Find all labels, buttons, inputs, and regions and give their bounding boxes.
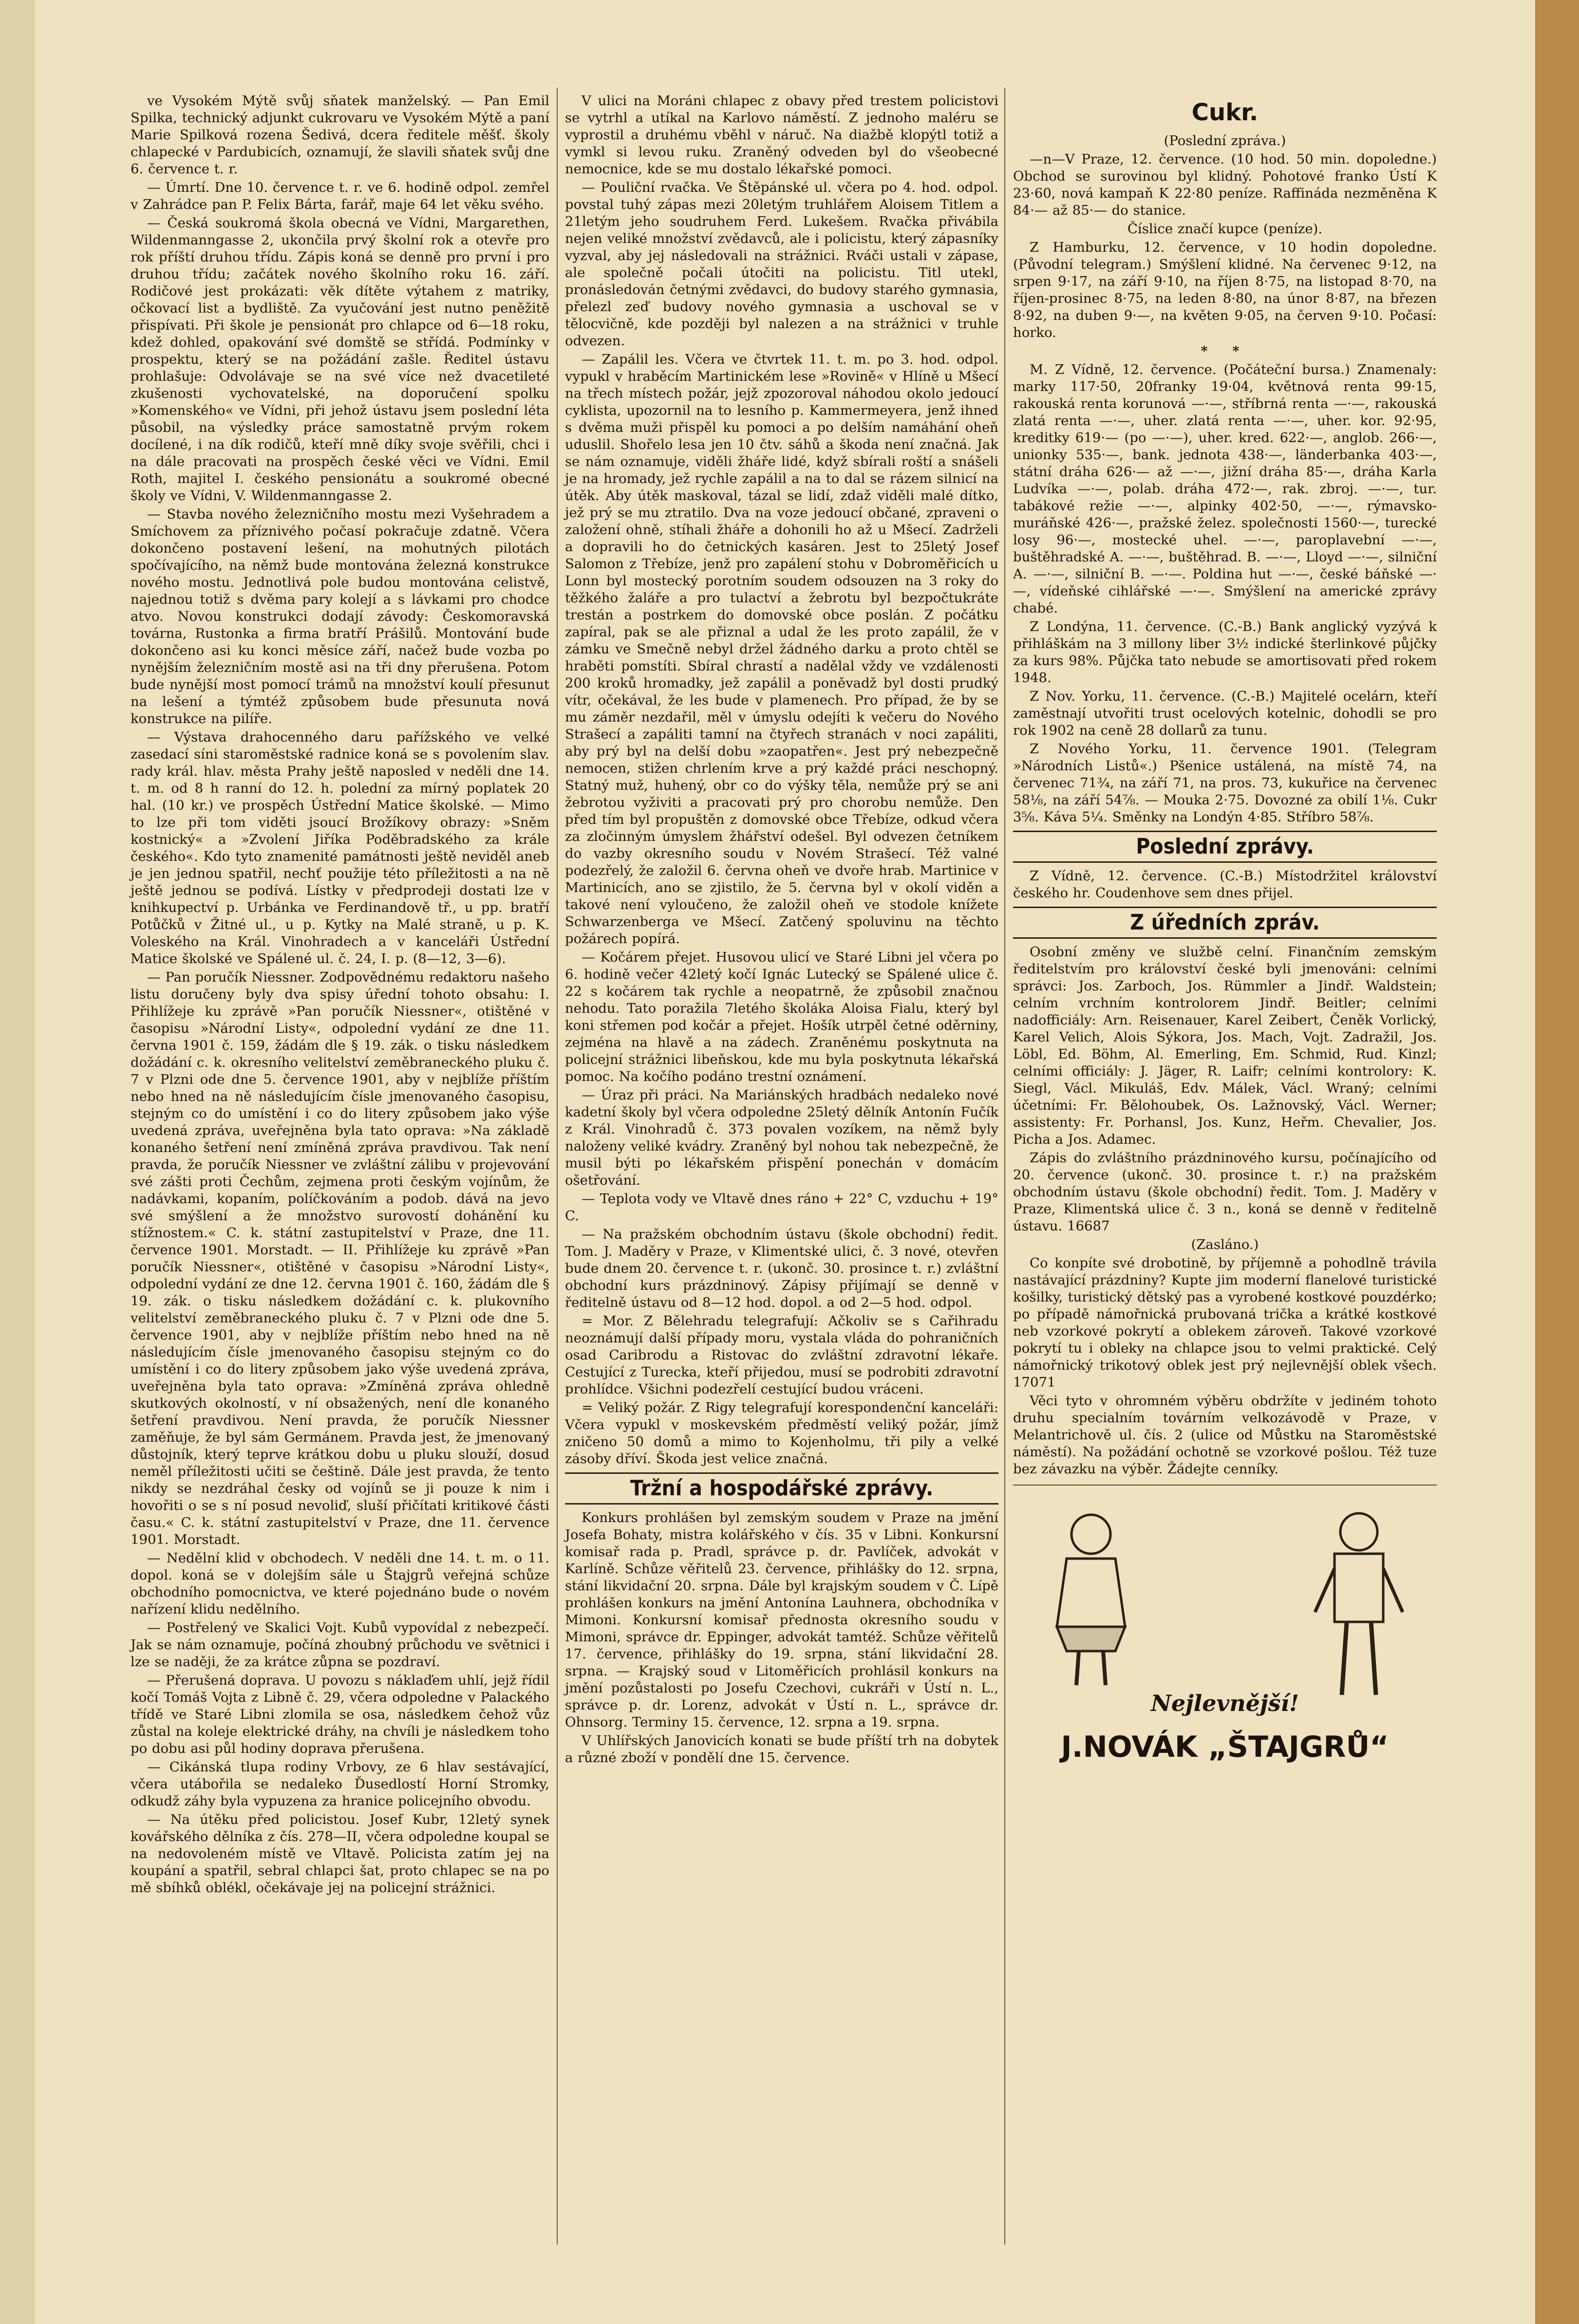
article-paragraph: V Uhlířských Janovicích konati se bude příští trh na dobytek a různé zboží v pondělí dne 15. července.	[565, 1733, 998, 1766]
article-paragraph: = Veliký požár. Z Rigy telegrafují korespondenční kanceláři: Včera vypukl v moskevském předměstí veliký požár, jímž zničeno 50 domů a mimo to Kojenholmu, tři pily a velké zásoby dříví. Škoda jest velice značná.	[565, 1400, 998, 1467]
section-subtitle: (Zasláno.)	[1191, 1237, 1259, 1252]
article-paragraph: Osobní změny ve službě celní. Finančním zemským ředitelstvím pro království české byli jmenováni: celními správci: Jos. Zarboch, Jos. Rümmler a Jindř. Waldstein; celním vrchním kontrolorem Jindř. Beitler; celními nadofficiály: Arn. Reisenauer, Karel Zeibert, Čeněk Vorlický, Karel Velich, Alois Sýkora, Jos. Mach, Vojt. Zadražil, Jos. Löbl, Ed. Böhm, Al. Emerling, Em. Schmid, Rud. Kinzl; celními officiály: J. Jäger, R. Laifr; celními kontrolory: K. Siegl, Václ. Mikuláš, Edv. Málek, Václ. Wraný; celními účetními: Fr. Bělohoubek, Os. Lažnovský, Václ. Werner; assistenty: Fr. Porhansl, Jos. Kunz, Heřm. Chevalier, Jos. Picha a Jos. Adamec.	[1013, 944, 1437, 1147]
section-heading: Poslední zprávy.	[1013, 831, 1437, 863]
article-paragraph: — Zapálil les. Včera ve čtvrtek 11. t. m. po 3. hod. odpol. vypukl v hraběcím Martinickém lese »Rovině« v Hlíně u Mšecí na třech místech požár, jejž zpozoroval náhodou okolo jedoucí cyklista, upozornil na to lesního p. Kammermeyera, jenž ihned s dvěma muži přispěl ku pomoci a po delším namáhání oheň uduslil. Shořelo lesa jen 10 čtv. sáhů a škoda není značná. Jak se nám oznamuje, viděli žháře lidé, když sbírali roští a snášeli je na hromady, jež rychle zapálil a na to dal se rázem silnicí na útěk. Aby útěk maskoval, tázal se lidí, zdaž viděli malé dítko, jež prý se mu ztratilo. Dva na voze jedoucí občané, zpraveni o založení ohně, stíhali žháře a dohonili ho až u Mšecí. Zadrželi a dopravili ho do četnických kasáren. Jest to 25letý Josef Salomon z Třebíze, jenž pro zapálení stohu v Dobroměřicích u Lonn byl mostecký porotním soudem odsouzen na 3 roky do těžkého žaláře a pro tulactví a žebrotu byl bezpočtukráte trestán a postrkem do domovské obce poslán. Z počátku zapíral, pak se ale přiznal a udal že les proto zapálil, že v zámku ve Smečně nebyl držel žádného darku a proto chtěl se hraběti pomstíti. Sbíral chrastí a nadělal vždy ve vzdálenosti 200 kroků hromadky, jež zapálil a poněvadž byl dosti prudký vítr, očekával, že les bude v plamenech. Pro případ, že by se mu záměr nezdařil, měl v úmyslu odejíti k večeru do Nového Strašecí a zapáliti tamní na čtyřech stranách v noci zapáliti, aby prý byl na delší dobu »zaopatřen«. Jest prý nebezpečně nemocen, stižen chrlením krve a prý každé práci neschopný. Statný muž, huhený, obr co do výšky těla, nemůže prý se ani žebrotou vyživiti a pracovati prý pro chorobu nemůže. Den před tím byl propuštěn z domovské obce Třebíze, odkud včera za zločinným úmyslem žhářství odešel. Byl odvezen četníkem do vazby okresního soudu v Novém Strašecí. Též valné podezřelý, že založil 6. června oheň ve dvoře hrab. Martinice v Martinicích, ano se zjistilo, že 5. června byl v okolí viděn a takové není vyloučeno, že založil oheň ve stodole knížete Schwarzenberga ve Mšecí. Zatčený spoluvinu na těchto požárech popírá.	[565, 352, 998, 947]
article-paragraph: Z Londýna, 11. července. (C.-B.) Bank anglický vyzývá k přihláškám na 3 millony liber 3½ indické šterlinkové půjčky za kurs 98%. Půjčka tato nebude se amortisovati před rokem 1948.	[1013, 619, 1437, 686]
column-3	[1013, 93, 1437, 1787]
article-paragraph: — Pouliční rvačka. Ve Štěpánské ul. včera po 4. hod. odpol. povstal tuhý zápas mezi 20letým truhlářem Aloisem Titlem a 21letým jeho soudruhem Ferd. Lukešem. Rvačka přivábila nejen veliké množství zvědavců, ale i policistu, který zápasníky vyzval, aby jej následovali na strážnici. Rváči ustali v zápase, ale společně počali útočiti na policistu. Titl utekl, pronásledován četnými zvědavci, do budovy starého gymnasia, přelezl zeď budovy nového gymnasia a uschoval se v tělocvičně, kde později byl nalezen a na strážnici v truhle odvezen.	[565, 180, 998, 349]
ad-slogan: Nejlevnější!	[1150, 1690, 1299, 1716]
section-subtitle: (Poslední zpráva.)	[1164, 133, 1286, 149]
article-paragraph: — Nedělní klid v obchodech. V neděli dne 14. t. m. o 11. dopol. koná se v dolejším sále u Štajgrů veřejná schůze obchodního pomocnictva, ve které pojednáno bude o novém nařízení klidu nedělního.	[131, 1550, 549, 1617]
separator-stars: * *	[1201, 343, 1249, 359]
column-2	[565, 93, 998, 1768]
article-paragraph: — Teplota vody ve Vltavě dnes ráno + 22° C, vzduchu + 19° C.	[565, 1191, 998, 1224]
article-paragraph: Z Nov. Yorku, 11. července. (C.-B.) Majitelé ocelárn, kteří zaměstnají utvořiti trust ocelových kotelnic, dohodli se pro rok 1902 na ceně 28 dollarů za tunu.	[1013, 688, 1437, 738]
article-paragraph: Zápis do zvláštního prázdninového kursu, počínajícího od 20. července (ukonč. 30. prosince t. r.) na pražském obchodním ústavu (škole obchodní) ředit. Tom. J. Maděry v Praze, Klimentská ulice č. 3 n., koná se denně v ředitelně ústavu. 16687	[1013, 1150, 1437, 1234]
section-heading: Z úředních zpráv.	[1013, 907, 1437, 939]
article-paragraph: Z Vídně, 12. července. (C.-B.) Místodržitel království českého hr. Coudenhove sem dnes přijel.	[1013, 868, 1437, 901]
article-paragraph: — Kočárem přejet. Husovou ulicí ve Staré Libni jel včera po 6. hodině večer 42letý kočí Ignác Lutecký se Spálené ulice č. 22 s kočárem tak rychle a neopatrně, že způsobil značnou nehodu. Tato poražila 7letého školáka Aloisa Fialu, který byl koni střemen pod kočár a přejet. Hošík utrpěl četné oděrniny, zejména na hlavě a na zádech. Zraněnému poskytnuta na policejní strážnici libeňskou, kde mu byla poskytnuta lékařská pomoc. Na kočího podáno trestní oznámení.	[565, 949, 998, 1084]
article-paragraph: — Na pražském obchodním ústavu (škole obchodní) ředit. Tom. J. Maděry v Praze, v Klimentské ulici, č. 3 nové, otevřen bude dnem 20. července t. r. (ukonč. 30. prosince t. r.) zvláštní obchodní kurs prázdninový. Zápisy přijímají se denně v ředitelně ústavu od 8—12 hod. dopol. a od 2—5 hod. odpol.	[565, 1227, 998, 1310]
article-paragraph: V ulici na Moráni chlapec z obavy před trestem policistovi se vytrhl a utíkal na Karlovo náměstí. Z jednoho maléru se vyprostil a druhému vběhl v náruč. Na diažbě klopýtl totiž a vymkl si levou ruku. Zraněný odveden byl do všeobecné nemocnice, kde se mu dostalo lékařské pomoci.	[565, 93, 998, 177]
column-1	[131, 93, 549, 1898]
article-paragraph: — Na útěku před policistou. Josef Kubr, 12letý synek kovářského dělníka z čís. 278—II, včera odpoledne koupal se na nedovoleném místě ve Vltavě. Policista zatím jej na koupání a spatřil, sebral chlapci šat, proto chlapec se na po mě sbíhků oblékl, očekávaje jej na policejní strážnici.	[131, 1812, 549, 1896]
page-right-edge	[1535, 0, 1579, 2324]
article-paragraph: M. Z Vídně, 12. července. (Počáteční bursa.) Znamenaly: marky 117·50, 20franky 19·04, květnová renta 99·15, rakouská renta korunová —·—, stříbrná renta —·—, rakouská zlatá renta —·—, uher. zlatá renta —·—, uher. kor. 92·95, kreditky 619·— (po —·—), uher. kred. 622·—, anglob. 266·—, unionky 535·—, bank. jednota 438·—, länderbanka 403·—, státní dráha 626·— až —·—, jižní dráha 85·—, dráha Karla Ludvíka —·—, polab. dráha 472·—, rak. zbroj. —·—, tur. tabákové režie —·—, alpinky 402·50, —·—, rýmavsko-muráňské 426·—, pražské želez. společnosti 1560·—, turecké losy 96·—, mostecké uhel. —·—, paroplavební —·—, buštěhradské A. —·—, buštěhrad. B. —·—, Lloyd —·—, silniční A. —·—, silniční B. —·—. Poldina hut —·—, české báňské —·—, vídeňské cihlářské —·—. Smýšlení na americké zprávy chabé.	[1013, 362, 1437, 616]
article-paragraph: = Mor. Z Bělehradu telegrafují: Ačkoliv se s Cařihradu neoznámují další případy moru, vystala vláda do pohraničních osad Caribrodu a Ristovac do zvláštní zdravotní lékaře. Cestující z Turecka, kteří přijedou, musí se podrobiti zdravotní prohlídce. Všichni podezřelí cestující budou vráceni.	[565, 1313, 998, 1397]
section-heading: Tržní a hospodářské zprávy.	[565, 1472, 998, 1505]
section-title: Cukr.	[1191, 99, 1259, 126]
article-paragraph: — Přerušená doprava. U povozu s náklaďem uhlí, jejž řídil kočí Tomáš Vojta z Libně č. 29, včera odpoledne v Palackého třídě ve Staré Libni zlomila se osa, následkem čehož vůz zůstal na koleje elektrické dráhy, na chvíli je následkem toho po dobu asi půl hodiny doprava přerušena.	[131, 1673, 549, 1756]
article-paragraph: — Pan poručík Niessner. Zodpovědnému redaktoru našeho listu doručeny byly dva spisy úřední tohoto obsahu: I. Přihlížeje ku zprávě »Pan poručík Niessner«, otištěné v časopisu »Národní Listy«, odpolední vydání ze dne 11. června 1901 č. 159, žádám dle § 19. zák. o tisku následkem dožádání c. k. okresního velitelství zeměbraneckého pluku č. 7 v Plzni ode dne 5. července 1901, aby v nejblíže příštím nebo hned na ně následujícím čísle jmenovaného časopisu, stejným co do umístění i co do litery způsobem jako výše uvedená zpráva, uveřejněna byla tato oprava: »Na základě konaného šetření není zmíněná zpráva pravdivou. Tak není pravda, že poručík Niessner ve zvláštní zálibu v projevování své zášti proti Čechům, zejmena proti českým vojínům, že nadávkami, kopaním, políčkováním a podob. dává na jevo své smýšlení a že množstvo surovostí dohánění ku stížnostem.« C. k. státní zastupitelství v Praze, dne 11. července 1901. Morstadt. — II. Přihlížeje ku zprávě »Pan poručík Niessner«, otištěné v časopisu »Národní Listy«, odpolední vydání ze dne 12. června 1901 č. 160, žádám dle § 19. zák. o tisku následkem dožádání c. k. plukovního velitelství zeměbraneckého pluku č. 7 v Plzni ode dne 5. července 1901, aby v nejblíže příštím nebo hned na ně následujícím čísle jmenovaného časopisu stejným co do umístění i co do litery způsobem jako výše uvedená zpráva, uveřejněna byla tato oprava: »Zmíněná zpráva ohledně skutkových okolností, v ní obsažených, není dle konaného šetření pravdivou. Není pravda, že poručík Niessner zaměňuje, že byl sám Germánem. Pravda jest, že jmenovaný důstojník, který teprve krátkou dobu u pluku slouží, dosud neměl příležitosti učiti se češtině. Dále jest pravda, že tento nikdy se nezdráhal česky od vojínů se ji pouze k nim i hovořiti o se s ní posud nevoliď, sluší přičítati kritikové části času.« C. k. státní zastupitelství v Praze, dne 11. července 1901. Morstadt.	[131, 969, 549, 1547]
boy-figure-illustration	[1305, 1505, 1412, 1700]
advertisement	[1013, 1485, 1437, 1787]
page-left-margin	[0, 0, 35, 2324]
column-rule	[1004, 88, 1005, 2245]
article-paragraph: Věci tyto v ohromném výběru obdržíte v jediném tohoto druhu specialním továrním velkozávodě v Praze, v Melantrichově ul. čís. 2 (ulice od Můstku na Staroměstské náměstí). Na požádání ochotně se vzorkové pošlou. Též tuze bez závazku na výběr. Žádejte cenníky.	[1013, 1393, 1437, 1477]
article-paragraph: — Úraz při práci. Na Mariánských hradbách nedaleko nové kadetní školy byl včera odpoledne 25letý dělník Antonín Fučík z Král. Vinohradů č. 373 povalen vozíkem, na němž byly naloženy veliké kvádry. Zraněný byl nohou tak nebezpečně, že musil býti po lékařském přispění ponechán v domácím ošetřování.	[565, 1087, 998, 1188]
article-paragraph: — Úmrtí. Dne 10. července t. r. ve 6. hodině odpol. zemřel v Zahrádce pan P. Felix Bárta, farář, maje 64 let věku svého.	[131, 180, 549, 212]
article-paragraph: — Postřelený ve Skalici Vojt. Kubů vypovídal z nebezpečí. Jak se nám oznamuje, počíná zhoubný průchodu ve světnici i lze se naději, že za krátce zůpna se pozdraví.	[131, 1620, 549, 1670]
article-paragraph: —n—V Praze, 12. července. (10 hod. 50 min. dopoledne.) Obchod se surovinou byl klidný. Pohotové franko Ústí K 23·60, nová kampaň K 22·80 peníze. Raffináda nezměněna K 84·— až 85·— do stanice.	[1013, 151, 1437, 218]
article-paragraph: Co konpíte své drobotině, by příjemně a pohodlně trávila nastávající prázdniny? Kupte jim moderní flanelové turistické košilky, turistický dětský pas a vyrobené kostkové pouzdérko; po případě námořnická prubovaná trička a krátké kostkové neb vzorkové pokrytí a oblekem zároveň. Takové vzorkové pokrytí tu i obleky na chlapce jsou to velmi praktické. Celý námořnický trikotový oblek jest prý nejlevnější oblek všech. 17071	[1013, 1255, 1437, 1390]
section-subtitle: Číslice značí kupce (peníze).	[1127, 221, 1323, 237]
article-paragraph: — Česká soukromá škola obecná ve Vídni, Margarethen, Wildenmanngasse 2, ukončila prvý školní rok a otevře pro rok příští druhou třídu. Zápis koná se denně pro první i pro druhou třídu; začátek nového školního roku 16. září. Rodičové jest prokázati: věk dítěte výtahem z matriky, očkovací list a bydliště. Za vyučování jest nutno peněžitě přispívati. Při škole je pensionát pro chlapce od 6—18 roku, kdež dohled, opakování své domště se střídá. Podmínky v prospektu, který se na požádání zašle. Ředitel ústavu prohlašuje: Odvolávaje se na své více než dvacetileté zkušenosti vychovatelské, na doporučení spolku »Komenského« ve Vídni, při jehož ústavu jsem poslední léta působil, na výsledky práce samostatně prvým rokem docílené, i na dík rodičů, kteří mně díky svoje svěřili, chci i na dále pracovati na prospěch české věci ve Vídni. Emil Roth, majitel I. českého pensionátu a soukromé obecné školy ve Vídni, V. Wildenmanngasse 2.	[131, 215, 549, 503]
column-rule	[557, 88, 558, 2245]
ad-company-name: J.NOVÁK „ŠTAJGRŮ“	[1061, 1730, 1389, 1764]
article-paragraph: — Výstava drahocenného daru pařížského ve velké zasedací síni staroměstské radnice koná se s povolením slav. rady král. hlav. města Prahy ještě naposled v neděli dne 14. t. m. od 8 h ranní do 12. h. polední za mírný poplatek 20 hal. (10 kr.) ve prospěch Ústřední Matice školské. — Mimo to lze při tom viděti jsoucí Brožíkovy obrazy: »Sněm kostnický« a »Zvolení Jiříka Poděbradského za krále českého«. Kdo tyto znamenité památnosti ještě neviděl aneb je jen jednou spatřil, nechť použije této příležitosti a na ně ještě jednou se podívá. Lístky v předprodeji dostati lze v knihkupectví p. Urbánka ve Ferdinandově tř., u pp. bratří Potůčků v Žitné ul., u p. Kytky na Malé straně, u p. K. Voleského na Král. Vinohradech a v kanceláři Ústřední Matice školské ve Spálené ul. č. 24, I. p. (8—12, 3—6).	[131, 729, 549, 967]
article-paragraph: ve Vysokém Mýtě svůj sňatek manželský. — Pan Emil Spilka, technický adjunkt cukrovaru ve Vysokém Mýtě a paní Marie Spilková rozena Šedivá, dcera ředitele měšť. školy chlapecké v Pardubicích, oznamují, že slavili sňatek svůj dne 6. července t. r.	[131, 93, 549, 177]
article-paragraph: Z Nového Yorku, 11. července 1901. (Telegram »Národních Listů«.) Pšenice ustálená, na místě 74, na červenec 71¾, na září 71, na pros. 73, kukuřice na červenec 58⅛, na září 54⅞. — Mouka 2·75. Dovozné za obilí 1⅛. Cukr 3⅝. Káva 5¼. Směnky na Londýn 4·85. Stříbro 58⅞.	[1013, 741, 1437, 825]
article-paragraph: Z Hamburku, 12. července, v 10 hodin dopoledne. (Původní telegram.) Smýšlení klidné. Na červenec 9·12, na srpen 9·17, na září 9·10, na říjen 8·75, na listopad 8·70, na říjen-prosinec 8·75, na leden 8·80, na únor 8·87, na březen 8·92, na duben 9·—, na květen 9·05, na červen 9·10. Počasí: horko.	[1013, 240, 1437, 340]
article-paragraph: Konkurs prohlášen byl zemským soudem v Praze na jmění Josefa Bohaty, mistra kolářského v čís. 35 v Libni. Konkursní komisař rada p. Pradl, správce p. dr. Pavlíček, advokát v Karlíně. Schůze věřitelů 23. července, přihlášky do 12. srpna, stání likvidační 20. srpna. Dále byl krajským soudem v Č. Lípě prohlášen konkurs na jmění Antonína Lauhnera, obchodníka v Mimoni. Konkursní komisař přednosta okresního soudu v Mimoni, správce dr. Eppinger, advokát tamtéž. Schůze věřitelů 17. července, přihlášky do 19. srpna, stání likvidační 28. srpna. — Krajský soud v Litoměřicích prohlásil konkurs na jmění pozůstalosti po Josefu Czechovi, cukráři v Ústí n. L., správce p. dr. Lorenz, advokát v Ústí n. L., správce dr. Ohnsorg. Terminy 15. července, 12. srpna a 19. srpna.	[565, 1510, 998, 1730]
article-paragraph: — Stavba nového železničního mostu mezi Vyšehradem a Smíchovem za příznivého počasí pokračuje zdatně. Včera dokončeno postavení lešení, na mohutných pilotách spočívajícího, na němž bude montována železná konstrukce nového mostu. Jednotlivá pole budou montována celistvě, najednou totiž s dvěma pary kolejí a s lávkami pro chodce atvo. Novou konstrukci dodají závody: Českomoravská továrna, Rustonka a firma bratří Prášilů. Montování bude dokončeno asi ku konci měsíce září, načež bude vozba po nynějším železničním mostě asi na tři dny přerušena. Potom bude nynější most pomocí trámů na množství koulí přesunut na lešení a týmtéž způsobem bude přesunuta nová konstrukce na pilíře.	[131, 506, 549, 726]
child-figure-illustration	[1042, 1505, 1140, 1690]
article-paragraph: — Cikánská tlupa rodiny Vrbovy, ze 6 hlav sestávající, včera utábořila se nedaleko Ďusedlostí Horní Stromky, odkudž záhy byla vypuzena za hranice policejního obvodu.	[131, 1759, 549, 1809]
